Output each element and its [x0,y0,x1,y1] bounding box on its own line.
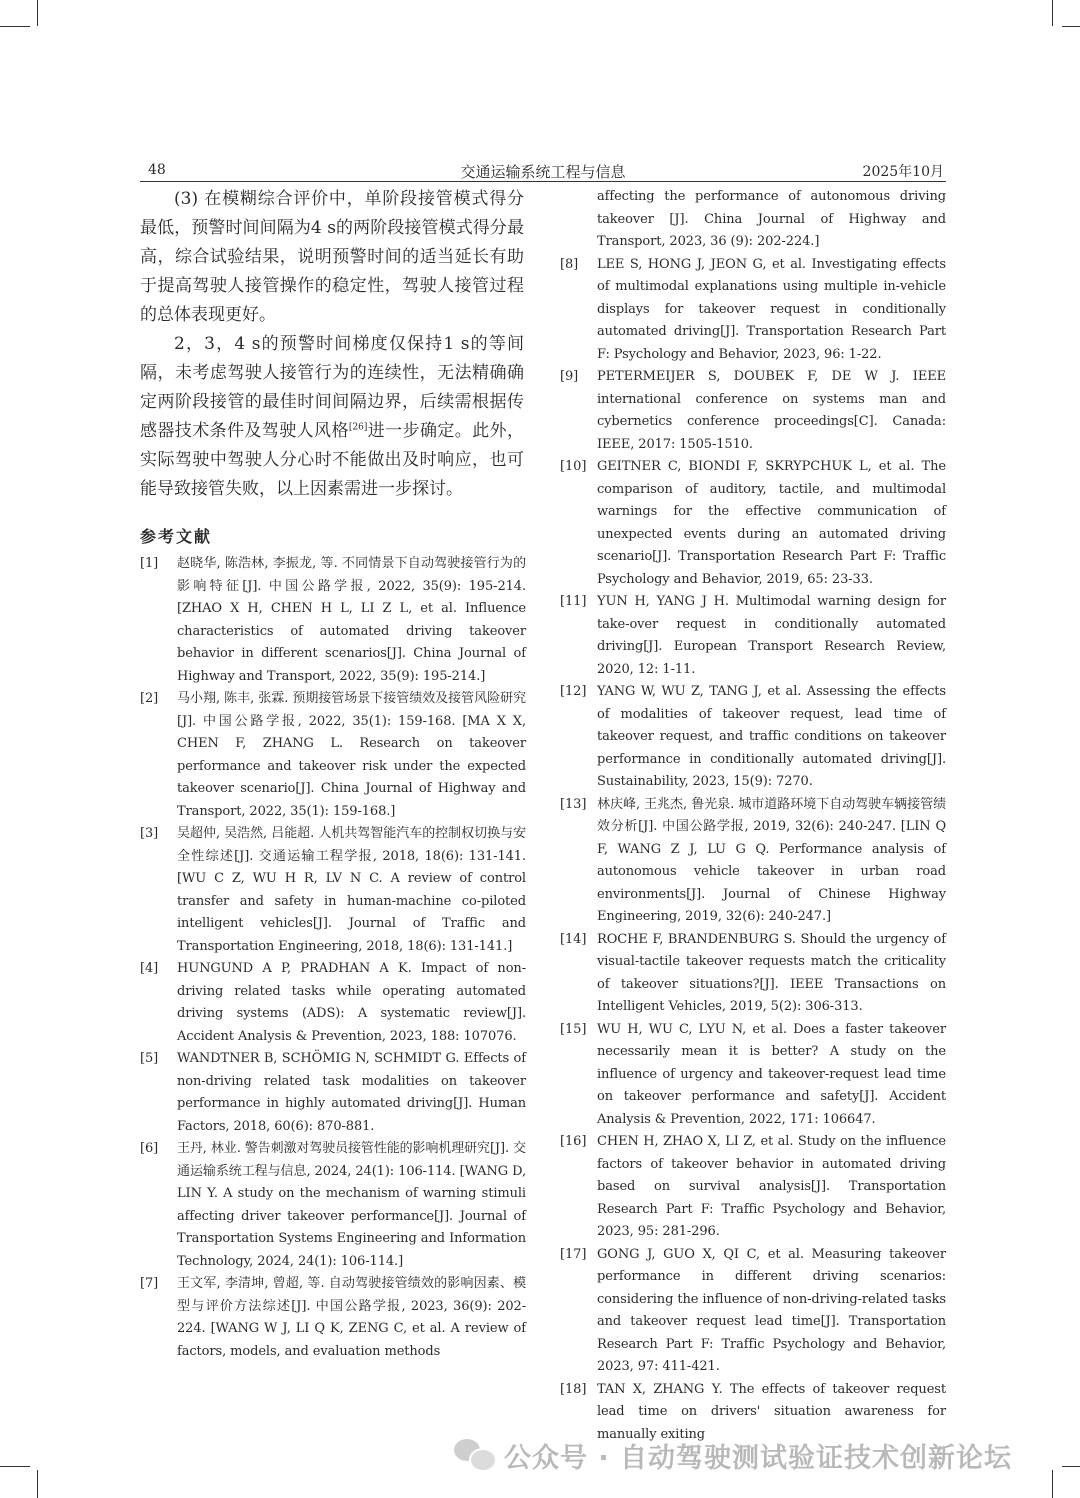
reference-item [140,1138,526,1273]
reference-text: LEE S, HONG J, JEON G, et al. Investigating effects of multimodal explanations using multiple in-vehicle displays for takeover request in conditionally automated driving[J]. Transportation Research Part F: Psychology and Behavior, 2023, 96: 1-22. [597,256,946,362]
reference-number: [11] [560,594,587,609]
paragraph: (3) 在模糊综合评价中，单阶段接管模式得分最低，预警时间间隔为4 s的两阶段接管模式得分最高，综合试验结果，说明预警时间的适当延长有助于提高驾驶人接管操作的稳定性，驾驶人接管过程的总体表现更好。 [140,189,524,325]
references-heading: 参考文献 [140,527,213,546]
references-left-column [140,553,526,1363]
watermark [452,1432,1012,1478]
reference-number: [6] [140,1141,159,1156]
crop-mark [1062,1466,1080,1467]
reference-number: [10] [560,459,587,474]
reference-text: ROCHE F, BRANDENBURG S. Should the urgency of visual-tactile takeover requests match the criticality of takeover situations?[J]. IEEE Transactions on Intelligent Vehicles, 2019, 5(2): 306-313. [597,931,946,1014]
reference-text: 赵晓华, 陈浩林, 李振龙, 等. 不同情景下自动驾驶接管行为的影响特征[J]. 中国公路学报, 2022, 35(9): 195-214. [ZHAO X H, CHEN H L, LI Z L, et al. Influence characteristics of automated driving takeover behavior in different scenarios[J]. China Journal of Highway and Transport, 2022, 35(9): 195-214.] [177,556,526,684]
crop-mark [0,1466,30,1467]
reference-item [560,1019,946,1132]
reference-item [560,456,946,591]
reference-text: 王文军, 李清坤, 曾超, 等. 自动驾驶接管绩效的影响因素、模型与评价方法综述[J]. 中国公路学报, 2023, 36(9): 202-224. [WANG W J, LI Q K, ZENG C, et al. A review of factors, models, and evaluation methods [177,1276,526,1359]
citation-marker: [26] [348,422,368,433]
reference-number: [7] [140,1276,159,1291]
reference-item [560,794,946,929]
paragraph [140,330,524,504]
reference-number: [12] [560,684,587,699]
header-rule [140,181,946,182]
reference-number: [1] [140,556,159,571]
reference-number: [13] [560,796,587,812]
paragraph-part: 进一步确定。此外，实际驾驶中驾驶人分心时不能做出及时响应，也可能导致接管失败，以上因素需进一步探讨。 [140,421,525,499]
reference-text: 吴超仲, 吴浩然, 吕能超. 人机共驾智能汽车的控制权切换与安全性综述[J]. 交通运输工程学报, 2018, 18(6): 131-141. [WU C Z, WU H R, LV N C. A review of control transfer and safety in human-machine co-piloted intelligent vehicles[J]. Journal of Traffic and Transportation Engineering, 2018, 18(6): 131-141.] [177,826,526,954]
crop-mark [0,26,30,27]
reference-item [140,1048,526,1138]
reference-text: GONG J, GUO X, QI C, et al. Measuring takeover performance in different driving scenarios: considering the influence of non-driving-related tasks and takeover request lead time[J]. Transportation Research Part F: Traffic Psychology and Behavior, 2023, 97: 411-421. [597,1246,946,1374]
reference-number: [18] [560,1381,587,1397]
reference-item [560,366,946,456]
references-right-column [560,186,946,1446]
page-number: 48 [148,162,166,178]
reference-number: [4] [140,961,159,976]
reference-item [140,1273,526,1363]
reference-item [560,1244,946,1379]
reference-item [560,1131,946,1244]
reference-number: [15] [560,1021,587,1037]
reference-number: [14] [560,931,587,947]
wechat-icon [452,1435,498,1475]
crop-mark [37,1470,38,1498]
conclusion-text [140,185,524,504]
reference-text: YANG W, WU Z, TANG J, et al. Assessing the effects of modalities of takeover request, lead time of takeover request, and traffic conditions on takeover performance in conditionally automated driving[J]. Sustainability, 2023, 15(9): 7270. [597,684,946,789]
reference-number: [16] [560,1134,587,1149]
reference-number: [17] [560,1246,587,1262]
reference-text: HUNGUND A P, PRADHAN A K. Impact of non-driving related tasks while operating automated driving systems (ADS): A systematic review[J]. Accident Analysis & Prevention, 2023, 188: 107076. [177,961,526,1044]
reference-text: CHEN H, ZHAO X, LI Z, et al. Study on the influence factors of takeover behavior in automated driving based on survival analysis[J]. Transportation Research Part F: Traffic Psychology and Behavior, 2023, 95: 281-296. [597,1134,946,1239]
reference-item [140,553,526,688]
reference-text: affecting the performance of autonomous driving takeover [J]. China Journal of Highway and Transport, 2023, 36 (9): 202-224.] [597,189,946,249]
reference-item [140,958,526,1048]
reference-number: [2] [140,691,159,706]
reference-number: [3] [140,826,159,841]
reference-item [560,681,946,794]
crop-mark [1052,0,1053,26]
crop-mark [1062,26,1080,27]
reference-text: 王丹, 林业. 警告刺激对驾驶员接管性能的影响机理研究[J]. 交通运输系统工程与信息, 2024, 24(1): 106-114. [WANG D, LIN Y. A study on the mechanism of warning stimuli affecting driver takeover performance[J]. Journal of Transportation Systems Engineering and Information Technology, 2024, 24(1): 106-114.] [177,1141,526,1269]
reference-text: WANDTNER B, SCHÖMIG N, SCHMIDT G. Effects of non-driving related task modalities on takeover performance in highly automated driving[J]. Human Factors, 2018, 60(6): 870-881. [177,1051,526,1134]
reference-text: WU H, WU C, LYU N, et al. Does a faster takeover necessarily mean it is better? A study on the influence of urgency and takeover-request lead time on takeover performance and safety[J]. Accident Analysis & Prevention, 2022, 171: 106647. [597,1021,946,1127]
reference-item [560,254,946,367]
reference-text: YUN H, YANG J H. Multimodal warning design for take-over request in conditionally automated driving[J]. European Transport Research Review, 2020, 12: 1-11. [597,594,946,677]
watermark-text: 公众号 · 自动驾驶测试验证技术创新论坛 [504,1442,1013,1474]
reference-text: PETERMEIJER S, DOUBEK F, DE W J. IEEE international conference on systems man and cybernetics conference proceedings[C]. Canada: IEEE, 2017: 1505-1510. [597,369,946,452]
reference-number: [5] [140,1051,159,1066]
reference-number: [8] [560,256,579,272]
crop-mark [37,0,38,26]
running-header [140,160,946,182]
paragraph-part: 2，3，4 s的预警时间梯度仅保持1 s的等间隔，未考虑驾驶人接管行为的连续性，无法精确确定两阶段接管的最佳时间间隔边界，后续需根据传感器技术条件及驾驶人风格 [140,334,524,441]
reference-text: 马小翔, 陈丰, 张霖. 预期接管场景下接管绩效及接管风险研究[J]. 中国公路学报, 2022, 35(1): 159-168. [MA X X, CHEN F, ZHANG L. Research on takeover performance and takeover risk under the expected takeover scenario[J]. China Journal of Highway and Transport, 2022, 35(1): 159-168.] [177,691,526,819]
reference-text: GEITNER C, BIONDI F, SKRYPCHUK L, et al. The comparison of auditory, tactile, and multimodal warnings for the effective communication of unexpected events during an automated driving scenario[J]. Transportation Research Part F: Traffic Psychology and Behavior, 2019, 65: 23-33. [597,459,946,587]
reference-item [140,823,526,958]
journal-title: 交通运输系统工程与信息 [460,163,626,181]
reference-number [560,186,597,254]
crop-mark [1052,1470,1053,1498]
reference-item [140,688,526,823]
reference-number: [9] [560,369,579,384]
reference-text: 林庆峰, 王兆杰, 鲁光泉. 城市道路环境下自动驾驶车辆接管绩效分析[J]. 中国公路学报, 2019, 32(6): 240-247. [LIN Q F, WANG Z J, LU G Q. Performance analysis of autonomous vehicle takeover in urban road environments[J]. Journal of Chinese Highway Engineering, 2019, 32(6): 240-247.] [597,796,946,924]
reference-item [560,929,946,1019]
reference-item-continued [560,186,946,254]
reference-text: TAN X, ZHANG Y. The effects of takeover request lead time on drivers' situation awareness for manually exiting [597,1381,946,1442]
issue-date: 2025年10月 [862,164,944,180]
reference-item [560,591,946,681]
